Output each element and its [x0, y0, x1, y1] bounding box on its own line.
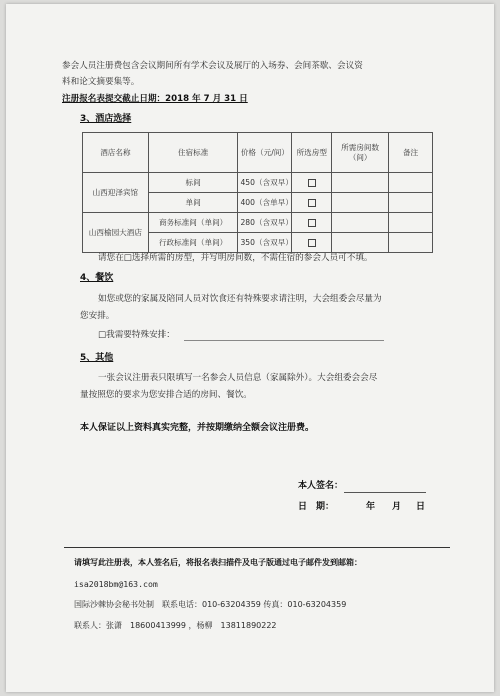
signature-line[interactable] — [344, 492, 426, 493]
room-checkbox[interactable] — [308, 239, 316, 247]
remarks-cell[interactable] — [389, 213, 433, 233]
table-header-row — [83, 133, 433, 173]
hotel-name-cell: 山西榆园大酒店 — [83, 213, 149, 253]
room-type-cell: 行政标准间（单间） — [148, 233, 238, 253]
hotel-name-cell: 山西迎泽宾馆 — [83, 173, 149, 213]
room-type-cell: 标间 — [148, 173, 238, 193]
diet-section-heading: 4、餐饮 — [80, 273, 114, 283]
remarks-cell[interactable] — [389, 233, 433, 253]
footer-email[interactable]: isa2018bm@163.com — [74, 579, 158, 589]
remarks-cell[interactable] — [389, 193, 433, 213]
room-checkbox[interactable] — [308, 179, 316, 187]
price-cell: 280（含双早） — [238, 213, 292, 233]
footer-office-line: 国际沙棘协会秘书处制 联系电话：010-63204359 传真：010-63204359 — [74, 600, 347, 609]
room-select-cell — [292, 193, 332, 213]
room-select-cell — [292, 213, 332, 233]
date-month: 月 — [392, 502, 402, 512]
special-arrangement-checkbox[interactable]: □我需要特殊安排： — [98, 330, 175, 340]
room-count-cell[interactable] — [332, 233, 389, 253]
room-select-cell — [292, 233, 332, 253]
other-line-1: 一张会议注册表只限填写一名参会人员信息（家属除外）。大会组委会会尽 — [98, 373, 378, 383]
diet-line-2: 您安排。 — [80, 311, 115, 321]
date-day: 日 — [416, 502, 426, 512]
price-cell: 400（含单早） — [238, 193, 292, 213]
special-arrangement-line[interactable] — [184, 340, 384, 341]
column-header-hotel-name: 酒店名称 — [83, 133, 149, 173]
hotel-table — [82, 132, 433, 253]
price-cell: 450（含双早） — [238, 173, 292, 193]
intro-line-2: 料和论文摘要集等。 — [62, 77, 140, 87]
deadline-text: 注册报名表提交截止日期：2018 年 7 月 31 日 — [62, 94, 248, 104]
other-section-heading: 5、其他 — [80, 353, 114, 363]
price-cell: 350（含双早） — [238, 233, 292, 253]
table-row — [83, 213, 433, 233]
signature-label: 本人签名： — [298, 481, 344, 491]
room-count-cell[interactable] — [332, 213, 389, 233]
intro-line-1: 参会人员注册费包含会议期间所有学术会议及展厅的入场券、会间茶歇、会议资 — [62, 61, 363, 71]
room-checkbox[interactable] — [308, 219, 316, 227]
remarks-cell[interactable] — [389, 173, 433, 193]
footer-instruction: 请填写此注册表，本人签名后，将报名表扫描件及电子版通过电子邮件发到邮箱： — [74, 558, 362, 567]
hotel-note: 请您在□选择所需的房型，并写明房间数，不需住宿的参会人员可不填。 — [98, 253, 373, 263]
other-line-2: 量按照您的要求为您安排合适的房间、餐饮。 — [80, 390, 252, 400]
registration-form-page — [6, 4, 494, 692]
room-select-cell — [292, 173, 332, 193]
footer-contact-line: 联系人：张潇 18600413999 ，杨柳 13811890222 — [74, 621, 277, 630]
column-header-room-count: 所需房间数（间） — [332, 133, 389, 173]
column-header-price: 价格（元/间） — [238, 133, 292, 173]
date-year: 年 — [366, 502, 376, 512]
room-count-cell[interactable] — [332, 173, 389, 193]
table-row — [83, 173, 433, 193]
room-type-cell: 商务标准间（单间） — [148, 213, 238, 233]
hotel-section-heading: 3、酒店选择 — [80, 114, 132, 124]
room-count-cell[interactable] — [332, 193, 389, 213]
footer-divider — [64, 547, 450, 548]
column-header-selected-type: 所选房型 — [292, 133, 332, 173]
room-type-cell: 单间 — [148, 193, 238, 213]
date-label: 日 期： — [298, 502, 335, 512]
column-header-room-standard: 住宿标准 — [148, 133, 238, 173]
column-header-remarks: 备注 — [389, 133, 433, 173]
room-checkbox[interactable] — [308, 199, 316, 207]
diet-line-1: 如您或您的家属及陪同人员对饮食还有特殊要求请注明，大会组委会尽量为 — [98, 294, 382, 304]
guarantee-statement: 本人保证以上资料真实完整，并按期缴纳全额会议注册费。 — [80, 423, 315, 433]
